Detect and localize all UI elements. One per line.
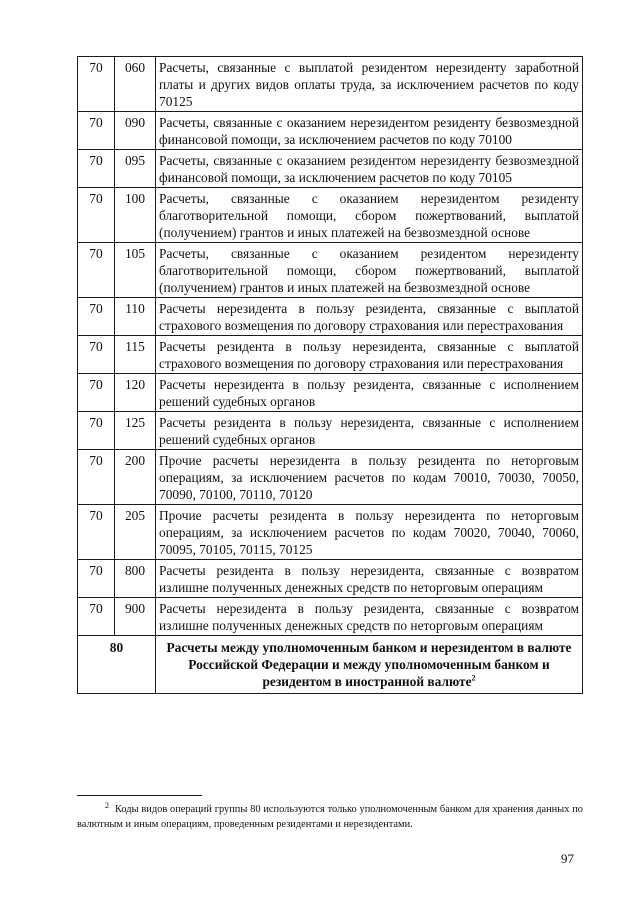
description-cell: Расчеты нерезидента в пользу резидента, связанные с выплатой страхового возмещения по договору страхования или перестрахования <box>156 298 583 336</box>
group-code-cell: 70 <box>78 336 115 374</box>
description-cell: Расчеты, связанные с оказанием резидентом нерезиденту благотворительной помощи, сбором пожертвований, выплатой (получением) грантов и иных платежей на безвозмездной основе <box>156 243 583 298</box>
group-code-cell: 70 <box>78 560 115 598</box>
operation-code-cell: 800 <box>115 560 156 598</box>
group-header-text: Расчеты между уполномоченным банком и нерезидентом в валюте Российской Федерации и между уполномоченным банком и резидентом в иностранной валюте <box>166 640 572 689</box>
table-row <box>78 298 583 336</box>
description-cell: Расчеты, связанные с оказанием резидентом нерезиденту безвозмездной финансовой помощи, за исключением расчетов по коду 70105 <box>156 150 583 188</box>
table-row <box>78 336 583 374</box>
table-row <box>78 150 583 188</box>
description-cell: Расчеты нерезидента в пользу резидента, связанные с исполнением решений судебных органов <box>156 374 583 412</box>
footnote <box>77 802 583 832</box>
group-code-cell: 70 <box>78 505 115 560</box>
table-row <box>78 505 583 560</box>
group-code-cell: 70 <box>78 243 115 298</box>
table-row <box>78 243 583 298</box>
group-code-cell: 70 <box>78 188 115 243</box>
footnote-text: Коды видов операций группы 80 используются только уполномоченным банком для хранения данных по валютным и иным операциям, проведенным резидентами и нерезидентами. <box>77 804 583 830</box>
description-cell: Расчеты, связанные с выплатой резидентом нерезиденту заработной платы и других видов оплаты труда, за исключением расчетов по коду 70125 <box>156 57 583 112</box>
operation-code-cell: 125 <box>115 412 156 450</box>
table-row <box>78 57 583 112</box>
table-row <box>78 412 583 450</box>
description-cell: Расчеты резидента в пользу нерезидента, связанные с возвратом излишне полученных денежных средств по неторговым операциям <box>156 560 583 598</box>
group-code-cell: 70 <box>78 374 115 412</box>
group-code-cell: 70 <box>78 412 115 450</box>
operation-codes-table <box>77 56 583 694</box>
table-row <box>78 188 583 243</box>
group-code-cell: 70 <box>78 598 115 636</box>
operation-code-cell: 120 <box>115 374 156 412</box>
footnote-reference: 2 <box>471 673 476 683</box>
operation-code-cell: 090 <box>115 112 156 150</box>
footnote-separator <box>77 795 202 796</box>
group-header-row <box>78 636 583 694</box>
operation-code-cell: 100 <box>115 188 156 243</box>
description-cell: Расчеты, связанные с оказанием нерезидентом резиденту благотворительной помощи, сбором пожертвований, выплатой (получением) грантов и иных платежей на безвозмездной основе <box>156 188 583 243</box>
operation-code-cell: 900 <box>115 598 156 636</box>
group-code-cell: 70 <box>78 57 115 112</box>
description-cell: Прочие расчеты нерезидента в пользу резидента по неторговым операциям, за исключением расчетов по кодам 70010, 70030, 70050, 70090, 70100, 70110, 70120 <box>156 450 583 505</box>
description-cell: Расчеты резидента в пользу нерезидента, связанные с исполнением решений судебных органов <box>156 412 583 450</box>
description-cell: Расчеты резидента в пользу нерезидента, связанные с выплатой страхового возмещения по договору страхования или перестрахования <box>156 336 583 374</box>
operation-code-cell: 115 <box>115 336 156 374</box>
table-body <box>78 57 583 694</box>
operation-code-cell: 105 <box>115 243 156 298</box>
group-code-cell: 70 <box>78 298 115 336</box>
group-code-cell: 70 <box>78 112 115 150</box>
description-cell: Прочие расчеты резидента в пользу нерезидента по неторговым операциям, за исключением расчетов по кодам 70020, 70040, 70060, 70095, 70105, 70115, 70125 <box>156 505 583 560</box>
description-cell: Расчеты, связанные с оказанием нерезидентом резиденту безвозмездной финансовой помощи, за исключением расчетов по коду 70100 <box>156 112 583 150</box>
table-row <box>78 598 583 636</box>
group-code-cell: 70 <box>78 150 115 188</box>
operation-code-cell: 205 <box>115 505 156 560</box>
operation-code-cell: 060 <box>115 57 156 112</box>
table-row <box>78 450 583 505</box>
group-header-description <box>156 636 583 694</box>
operation-code-cell: 200 <box>115 450 156 505</box>
footnote-mark: 2 <box>105 800 109 810</box>
table-row <box>78 374 583 412</box>
operation-code-cell: 095 <box>115 150 156 188</box>
page-number: 97 <box>561 851 574 866</box>
description-cell: Расчеты нерезидента в пользу резидента, связанные с возвратом излишне полученных денежных средств по неторговым операциям <box>156 598 583 636</box>
operation-code-cell: 110 <box>115 298 156 336</box>
table-row <box>78 560 583 598</box>
group-code-cell: 70 <box>78 450 115 505</box>
table-row <box>78 112 583 150</box>
group-header-code: 80 <box>78 636 156 694</box>
